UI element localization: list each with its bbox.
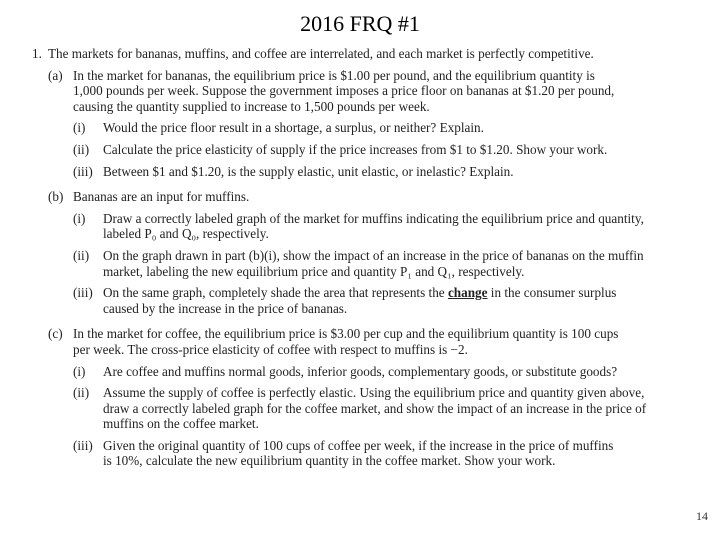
sub-label: (ii) <box>73 141 90 157</box>
page-title: 2016 FRQ #1 <box>300 11 420 36</box>
sub-line: Draw a correctly labeled graph of the market for muffins indicating the equilibrium price and quantity, <box>103 210 644 226</box>
frq-question <box>32 46 692 469</box>
part-c-iii <box>73 438 692 469</box>
part-a-iii <box>73 164 692 180</box>
question-intro <box>32 46 692 62</box>
sub-line: caused by the increase in the price of bananas. <box>103 300 348 316</box>
part-b-line: Bananas are an input for muffins. <box>73 189 250 205</box>
sub-label: (ii) <box>73 385 90 401</box>
part-a-line: causing the quantity supplied to increase to 1,500 pounds per week. <box>73 98 430 114</box>
sub-label: (iii) <box>73 437 93 453</box>
question-number: 1. <box>32 46 42 61</box>
sub-label: (ii) <box>73 247 90 263</box>
sub-label: (i) <box>73 210 86 226</box>
part-a-i <box>73 120 692 136</box>
part-c <box>48 326 692 357</box>
part-b-label: (b) <box>48 189 64 205</box>
part-c-ii <box>73 385 692 432</box>
part-b <box>48 189 692 205</box>
part-c-label: (c) <box>48 326 63 342</box>
sub-line: Given the original quantity of 100 cups of coffee per week, if the increase in the price of muffins <box>103 437 614 453</box>
sub-label: (i) <box>73 120 86 136</box>
sub-line: On the graph drawn in part (b)(i), show the impact of an increase in the price of bananas on the muffin <box>103 247 644 263</box>
sub-line: Would the price floor result in a shortage, a surplus, or neither? Explain. <box>103 120 484 136</box>
sub-line: draw a correctly labeled graph for the coffee market, and show the impact of an increase in the price of <box>103 400 647 416</box>
sub-label: (iii) <box>73 285 93 301</box>
part-b-ii <box>73 248 692 279</box>
sub-line: Are coffee and muffins normal goods, inferior goods, complementary goods, or substitute goods? <box>103 363 618 379</box>
part-b-i <box>73 211 692 242</box>
sub-label: (iii) <box>73 163 93 179</box>
page-number: 14 <box>696 509 708 523</box>
sub-line: muffins on the coffee market. <box>103 416 259 432</box>
part-a-line: 1,000 pounds per week. Suppose the government imposes a price floor on bananas at $1.20 per pound, <box>73 83 615 99</box>
part-a-ii <box>73 142 692 158</box>
sub-line: market, labeling the new equilibrium price and quantity P₁ and Q₁, respectively. <box>103 263 525 279</box>
sub-text: in the consumer surplus <box>487 285 617 301</box>
sub-label: (i) <box>73 363 86 379</box>
part-c-line: In the market for coffee, the equilibrium price is $3.00 per cup and the equilibrium quantity is 100 cups <box>73 326 619 342</box>
sub-line: labeled P₀ and Q₀, respectively. <box>103 226 269 242</box>
part-c-i <box>73 364 692 380</box>
sub-line: Calculate the price elasticity of supply if the price increases from $1 to $1.20. Show your work. <box>103 141 608 157</box>
part-a-line: In the market for bananas, the equilibrium price is $1.00 per pound, and the equilibrium quantity is <box>73 67 595 83</box>
question-text: The markets for bananas, muffins, and coffee are interrelated, and each market is perfectly competitive. <box>48 46 594 61</box>
sub-text: On the same graph, completely shade the area that represents the <box>103 285 448 301</box>
part-c-line: per week. The cross-price elasticity of coffee with respect to muffins is −2. <box>73 341 468 357</box>
part-a <box>48 68 692 115</box>
part-a-label: (a) <box>48 67 63 83</box>
sub-line <box>103 285 692 301</box>
sub-line: is 10%, calculate the new equilibrium quantity in the coffee market. Show your work. <box>103 453 556 469</box>
emphasis-change: change <box>447 285 488 301</box>
part-b-iii <box>73 285 692 316</box>
sub-line: Between $1 and $1.20, is the supply elastic, unit elastic, or inelastic? Explain. <box>103 163 514 179</box>
sub-line: Assume the supply of coffee is perfectly elastic. Using the equilibrium price and quantity given above, <box>103 385 645 401</box>
